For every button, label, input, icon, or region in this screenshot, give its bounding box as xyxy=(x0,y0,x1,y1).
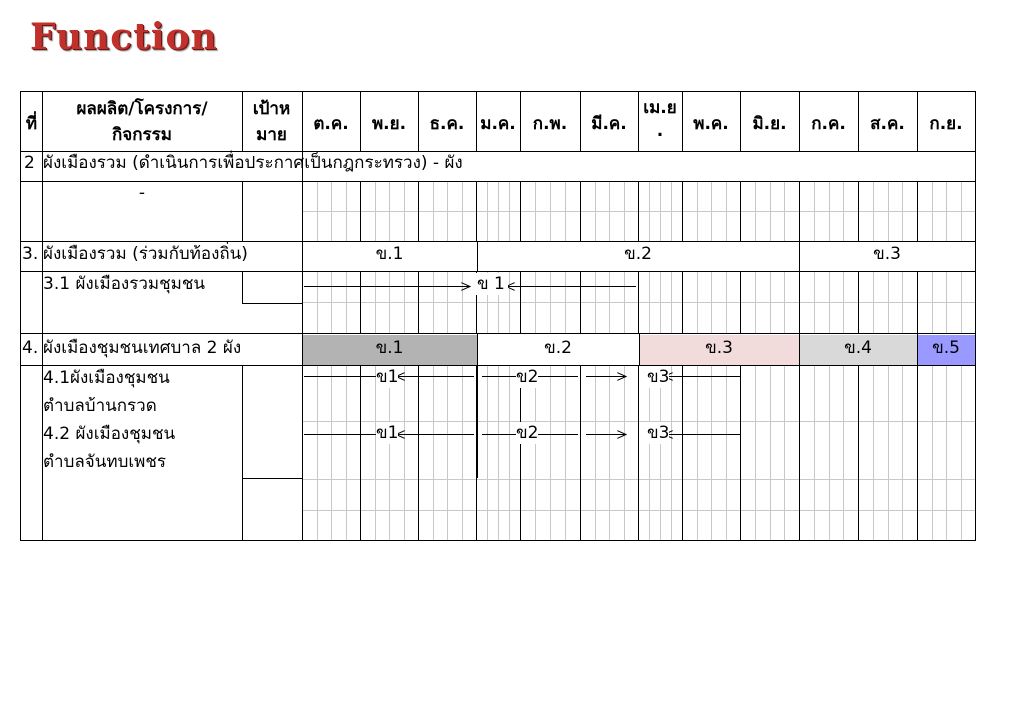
header-month-jun: มิ.ย. xyxy=(752,114,787,134)
header-month-feb: ก.พ. xyxy=(532,114,568,134)
header-month-apr: เม.ย xyxy=(643,98,677,118)
row4-sub1-line1: 4.1ผังเมืองชุมชน xyxy=(43,368,170,388)
header-product-line2: กิจกรรม xyxy=(111,125,172,145)
row4-phase-2: ข.2 xyxy=(544,338,572,358)
row4-sub2-line1: 4.2 ผังเมืองชุมชน xyxy=(43,424,176,444)
header-month-dec: ธ.ค. xyxy=(429,114,465,134)
row4-sub1-arrow-label-2: ข2 xyxy=(516,367,539,387)
row4-sub1-line2: ตำบลบ้านกรวด xyxy=(43,396,157,416)
page-title: Function xyxy=(30,16,218,58)
row3-text: ผังเมืองรวม (ร่วมกับท้องถิ่น) xyxy=(43,244,248,264)
row4-sub2-arrow-label-3: ข3 xyxy=(647,423,670,443)
row4-text: ผังเมืองชุมชนเทศบาล 2 ผัง xyxy=(43,338,242,358)
row4-phase-3: ข.3 xyxy=(705,338,733,358)
row3-sub-text: 3.1 ผังเมืองรวมชุมชน xyxy=(43,274,206,294)
row4-sub2-arrow-label-2: ข2 xyxy=(516,423,539,443)
row3-arrow-label: ข 1 xyxy=(474,273,508,295)
header-month-oct: ต.ค. xyxy=(313,114,349,134)
row4-sub1-arrow-label-3: ข3 xyxy=(647,367,670,387)
header-month-jan: ม.ค. xyxy=(480,114,516,134)
header-no: ที่ xyxy=(25,114,38,134)
row3-phase-2: ข.2 xyxy=(624,244,652,264)
row4-sub1-arrow-label-1: ข1 xyxy=(376,367,399,387)
header-target-line2: มาย xyxy=(256,125,287,145)
header-target-line1: เป้าห xyxy=(252,99,291,119)
row3-phase-1: ข.1 xyxy=(375,244,404,264)
header-month-nov: พ.ย. xyxy=(371,114,407,134)
header-product-line1: ผลผลิต/โครงการ/ xyxy=(76,99,208,119)
row4-phase-4: ข.4 xyxy=(844,338,872,358)
row2-text: ผังเมืองรวม (ดำเนินการเพื่อประกาศเป็นกฎกระทรวง) - ผัง xyxy=(43,153,463,173)
header-month-apr-dot: . xyxy=(656,121,664,141)
row3-phase-3: ข.3 xyxy=(873,244,901,264)
row3-no: 3. xyxy=(22,244,39,264)
header-month-aug: ส.ค. xyxy=(870,114,905,134)
header-month-sep: ก.ย. xyxy=(929,114,963,134)
header-month-mar: มี.ค. xyxy=(591,114,627,134)
row4-sub2-arrow-label-1: ข1 xyxy=(376,423,399,443)
row4-phase-5: ข.5 xyxy=(932,338,960,358)
row4-sub2-line2: ตำบลจันทบเพชร xyxy=(43,452,167,472)
header-month-jul: ก.ค. xyxy=(811,114,846,134)
header-month-may: พ.ค. xyxy=(693,114,729,134)
row4-no: 4. xyxy=(22,338,39,358)
row4-phase-1: ข.1 xyxy=(375,338,404,358)
row2-no: 2 xyxy=(24,153,35,173)
row2-sub: - xyxy=(138,183,146,203)
